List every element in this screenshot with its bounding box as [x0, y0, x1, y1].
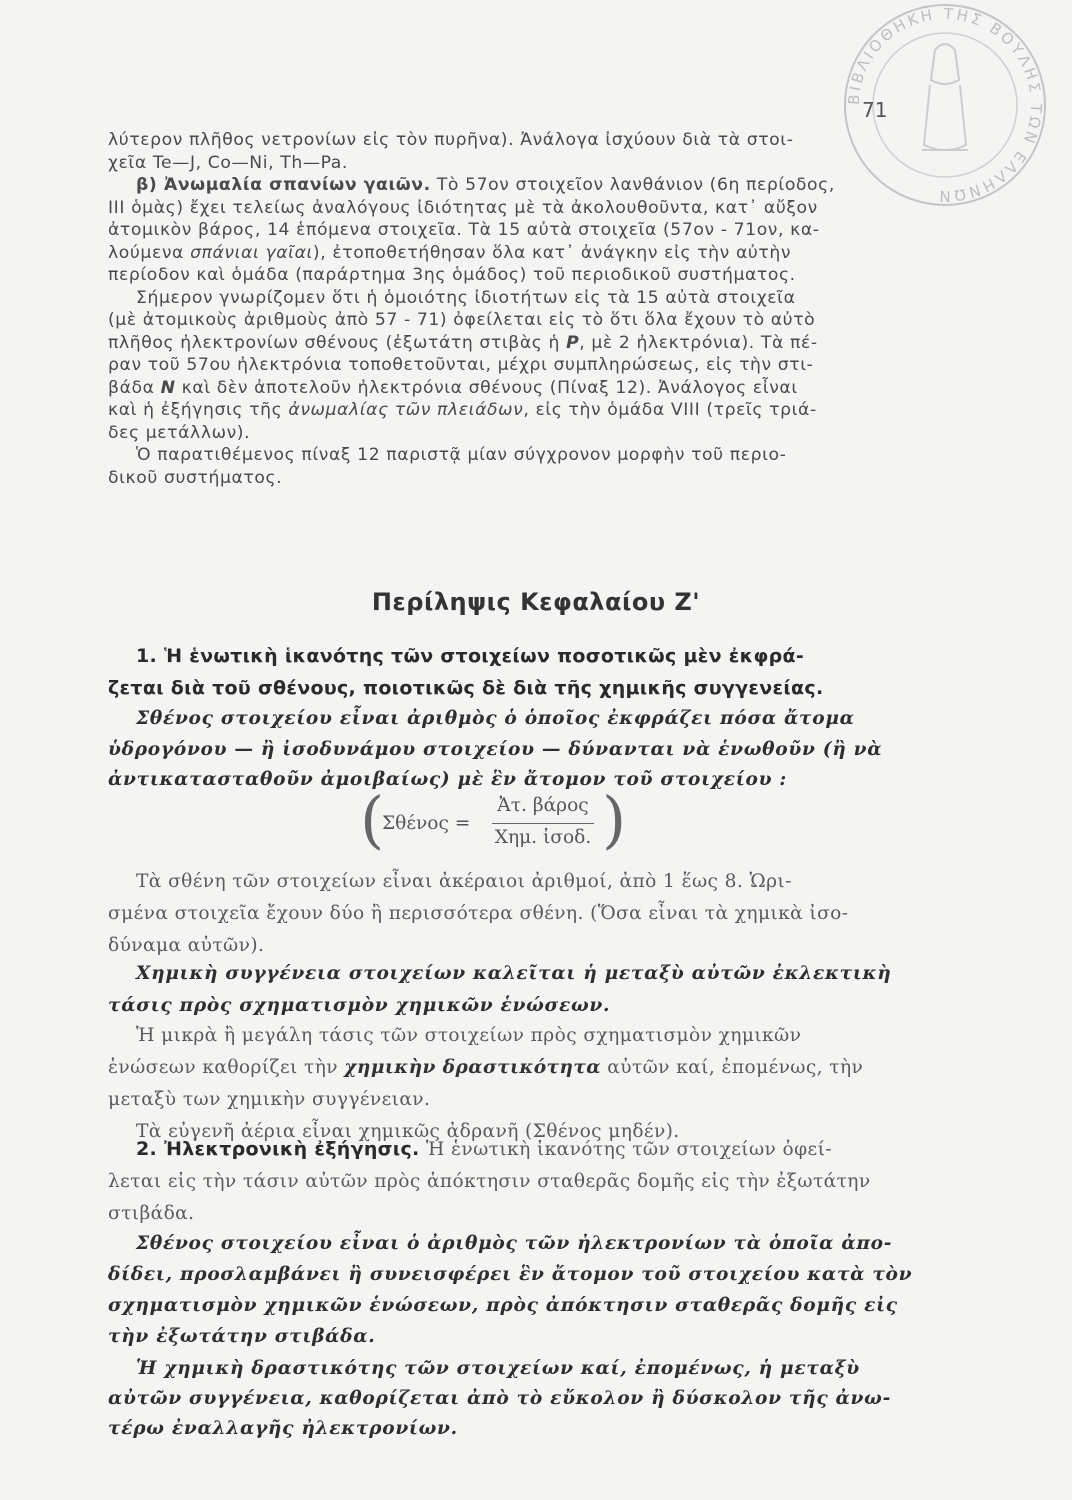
- italic-term: χημικὴν δραστικότητα: [344, 1057, 601, 1078]
- text-line: λεται εἰς τὴν τάσιν αὐτῶν πρὸς ἀπόκτησιν σταθερᾶς δομῆς εἰς τὴν ἐξωτάτην: [108, 1171, 871, 1192]
- italic-term: ἀνωμαλίας τῶν πλειάδων: [288, 400, 524, 420]
- formula-numerator: Ἀτ. βάρος: [497, 795, 589, 816]
- text-line: 1. Ἡ ἑνωτικὴ ἱκανότης τῶν στοιχείων ποσοτικῶς μὲν ἐκφρά-: [136, 645, 805, 667]
- summary-point-2: [108, 1134, 908, 1230]
- text-line: Ἡ χημικὴ δραστικότης τῶν στοιχείων καί, ἐπομένως, ἡ μεταξὺ: [136, 1358, 860, 1379]
- text-line: Σήμερον γνωρίζομεν ὅτι ἡ ὁμοιότης ἰδιοτήτων εἰς τὰ 15 αὐτὰ στοιχεῖα: [136, 287, 796, 308]
- text-line: περίοδον καὶ ὁμάδα (παράρτημα 3ης ὁμάδος) τοῦ περιοδικοῦ συστήματος.: [108, 265, 796, 285]
- valence-definition: [108, 704, 908, 796]
- text-line: ἑνώσεων καθορίζει τὴν χημικὴν δραστικότητα αὐτῶν καί, ἐπομένως, τὴν: [108, 1057, 864, 1078]
- text-line: καὶ ἡ ἐξήγησις τῆς ἀνωμαλίας τῶν πλειάδων, εἰς τὴν ὁμάδα VIII (τρεῖς τριά-: [108, 400, 817, 420]
- text-line: δίδει, προσλαμβάνει ἢ συνεισφέρει ἓν ἄτομον τοῦ στοιχείου κατὰ τὸν: [108, 1264, 913, 1285]
- text-line: Ἡ μικρὰ ἢ μεγάλη τάσις τῶν στοιχείων πρὸς σχηματισμὸν χημικῶν: [136, 1025, 802, 1046]
- text-line: δικοῦ συστήματος.: [108, 467, 283, 488]
- formula-fraction: [488, 795, 598, 848]
- section-label-rare-earths: β) Ἀνωμαλία σπανίων γαιῶν.: [136, 175, 431, 195]
- text-line: Τὰ εὐγενῆ ἀέρια εἶναι χημικῶς ἀδρανῆ (Σθένος μηδέν).: [136, 1121, 680, 1142]
- left-paren: (: [360, 783, 385, 856]
- electronic-valence-definition: [108, 1228, 913, 1352]
- text-line: σμένα στοιχεῖα ἔχουν δύο ἢ περισσότερα σθένη. (Ὅσα εἶναι τὰ χημικὰ ἰσο-: [108, 903, 849, 924]
- text-line: σχηματισμὸν χημικῶν ἑνώσεων, πρὸς ἀπόκτησιν σταθερᾶς δομῆς εἰς: [108, 1295, 898, 1316]
- text-line: β) Ἀνωμαλία σπανίων γαιῶν. Τὸ 57ον στοιχεῖον λανθάνιον (6η περίοδος,: [136, 175, 835, 195]
- valence-formula: [360, 783, 640, 857]
- text-line: τάσις πρὸς σχηματισμὸν χημικῶν ἑνώσεων.: [108, 995, 611, 1016]
- affinity-definition: [108, 958, 908, 1022]
- text-line: Σθένος στοιχείου εἶναι ἀριθμὸς ὁ ὁποῖος ἐκφράζει πόσα ἄτομα: [136, 708, 855, 729]
- text-line: λούμενα σπάνιαι γαῖαι), ἐτοποθετήθησαν ὅλα κατ᾽ ἀνάγκην εἰς τὴν αὐτὴν: [108, 242, 792, 263]
- text-line: Σθένος στοιχείου εἶναι ὁ ἀριθμὸς τῶν ἠλεκτρονίων τὰ ὁποῖα ἀπο-: [136, 1233, 893, 1254]
- text-line: δύναμα αὐτῶν).: [108, 935, 265, 956]
- text-line: ὑδρογόνου — ἢ ἰσοδυνάμου στοιχείου — δύνανται νὰ ἑνωθοῦν (ἢ νὰ: [108, 738, 883, 760]
- text-line: (μὲ ἀτομικοὺς ἀριθμοὺς ἀπὸ 57 - 71) ὀφείλεται εἰς τὸ ὅτι ὅλα ἔχουν τὸ αὐτὸ: [108, 310, 816, 330]
- text-line: ραν τοῦ 57ου ἠλεκτρόνια τοποθετοῦνται, μέχρι συμπληρώσεως, εἰς τὴν στι-: [108, 355, 814, 375]
- text-line: λύτερον πλῆθος νετρονίων εἰς τὸν πυρῆνα). Ἀνάλογα ἰσχύουν διὰ τὰ στοι-: [108, 130, 794, 150]
- reactivity-definition: [108, 1354, 908, 1444]
- summary-point-1: [108, 640, 908, 704]
- text-line: 2. Ἠλεκτρονικὴ ἐξήγησις. Ἡ ἑνωτικὴ ἱκανότης τῶν στοιχείων ὀφεί-: [136, 1138, 832, 1160]
- valence-text: [108, 866, 908, 962]
- text-line: μεταξὺ των χημικὴν συγγένειαν.: [108, 1089, 431, 1110]
- text-line: ἀτομικὸν βάρος, 14 ἑπόμενα στοιχεῖα. Τὰ 15 αὐτὰ στοιχεῖα (57ον - 71ον, κα-: [108, 220, 820, 240]
- chapter-summary-heading: Περίληψις Κεφαλαίου Ζ': [371, 588, 701, 616]
- text-line: χεῖα Te—J, Co—Ni, Th—Pa.: [108, 152, 348, 173]
- text-line: ζεται διὰ τοῦ σθένους, ποιοτικῶς δὲ διὰ τῆς χημικῆς συγγενείας.: [108, 677, 824, 699]
- text-line: βάδα N καὶ δὲν ἀποτελοῦν ἠλεκτρόνια σθένους (Πίναξ 12). Ἀνάλογος εἶναι: [108, 377, 798, 398]
- text-line: Ὁ παρατιθέμενος πίναξ 12 παριστᾷ μίαν σύγχρονον μορφὴν τοῦ περιο-: [136, 445, 787, 465]
- text-line: πλῆθος ἠλεκτρονίων σθένους (ἐξωτάτη στιβὰς ἡ P, μὲ 2 ἠλεκτρόνια). Τὰ πέ-: [108, 332, 818, 353]
- text-line: Χημικὴ συγγένεια στοιχείων καλεῖται ἡ μεταξὺ αὐτῶν ἐκλεκτικὴ: [136, 963, 892, 984]
- text-line: ἀντικατασταθοῦν ἀμοιβαίως) μὲ ἓν ἄτομον τοῦ στοιχείου :: [108, 769, 787, 790]
- intro-text-block: [108, 129, 908, 489]
- text-line: στιβάδα.: [108, 1203, 195, 1224]
- text-line: αὐτῶν συγγένεια, καθορίζεται ἀπὸ τὸ εὔκολον ἢ δύσκολον τῆς ἀνω-: [108, 1388, 891, 1409]
- right-paren: ): [602, 783, 627, 856]
- text-line: Τὰ σθένη τῶν στοιχείων εἶναι ἀκέραιοι ἀριθμοί, ἀπὸ 1 ἕως 8. Ὡρι-: [136, 871, 792, 892]
- formula-lhs: Σθένος =: [382, 813, 471, 834]
- section-label-electronic: 2. Ἠλεκτρονικὴ ἐξήγησις.: [136, 1138, 420, 1160]
- text-line: τέρω ἐναλλαγῆς ἠλεκτρονίων.: [108, 1418, 458, 1439]
- italic-term: σπάνιαι γαῖαι: [190, 242, 313, 263]
- text-line: τὴν ἐξωτάτην στιβάδα.: [108, 1326, 376, 1347]
- text-line: III ὁμὰς) ἔχει τελείως ἀναλόγους ἰδιότητας μὲ τὰ ἀκολουθοῦντα, κατ᾽ αὔξον: [108, 197, 818, 218]
- text-line: δες μετάλλων).: [108, 422, 251, 443]
- affinity-text: [108, 1020, 908, 1148]
- page-number: 71: [862, 98, 888, 122]
- stamp-text: ΒΙΒΛΙΟΘΗΚΗ ΤΗΣ ΒΟΥΛΗΣ ΤΩΝ ΕΛΛΗΝΩΝ: [844, 4, 1046, 206]
- formula-denominator: Χημ. ἰσοδ.: [494, 827, 592, 848]
